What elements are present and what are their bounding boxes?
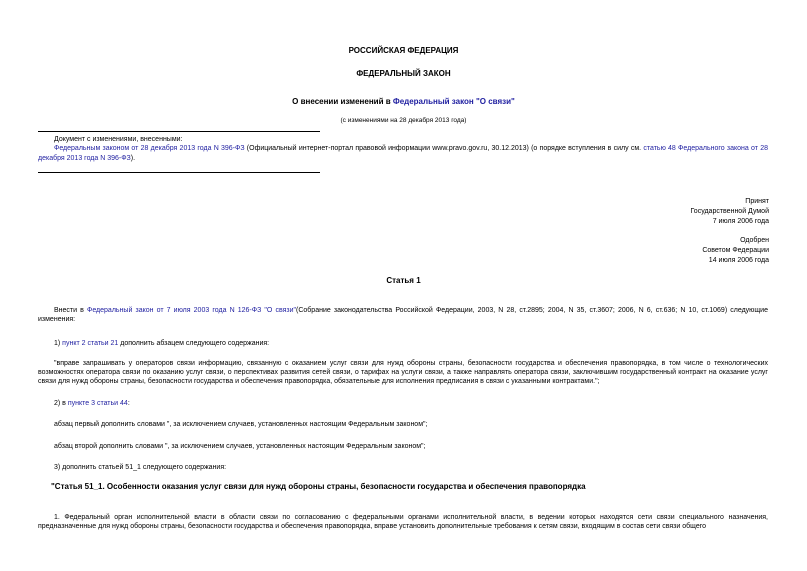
item2-suffix: : — [127, 400, 130, 407]
item1-text: дополнить абзацем следующего содержания: — [118, 340, 270, 347]
article1-intro — [38, 306, 768, 324]
article1-heading: Статья 1 — [386, 276, 421, 285]
item2-paragraph-a: абзац первый дополнить словами ", за исключением случаев, установленных настоящим Федеральным законом"; — [54, 421, 428, 428]
article21-link[interactable]: пункт 2 статьи 21 — [62, 340, 119, 347]
article44-link[interactable]: пункте 3 статьи 44 — [67, 400, 128, 407]
approved-block — [702, 236, 769, 265]
adopted-label: Принят — [745, 198, 769, 205]
approved-date: 14 июля 2006 года — [708, 256, 769, 264]
approved-label: Одобрен — [740, 237, 769, 244]
quote1: "вправе запрашивать у операторов связи информацию, связанную с оказанием услуг связи для нужд обороны страны, безопасности государства и обеспечения правопорядка, в том числе о технологических возможностях оператора связи по оказанию услуг связи, о перспективах развития сетей связи, о тарифах на услуги связи, а также направлять оператора связи, заключившим государственный контракт на оказание услуг связи для нужд обороны страны, безопасности государства и обеспечения правопорядка, обязательные для исполнения предписания в связи с указанными контрактами."; — [38, 360, 768, 386]
article51-point1: 1. Федеральный орган исполнительной власти в области связи по согласованию с федеральными органами исполнительной власти, в ведении которых находятся сети связи специального назначения, предназначенные для нужд обороны страны, безопасности государства и обеспечения правопорядка, вправе установить дополнительные требования к сетям связи, входящим в состав сети связи общего — [38, 514, 768, 531]
item1-num: 1) — [54, 340, 63, 347]
article48-link[interactable]: статью 48 Федерального закона от 28 декабря 2013 года N 396-ФЗ — [38, 145, 768, 162]
adopted-date: 7 июля 2006 года — [712, 217, 769, 225]
law-link-title[interactable]: Федеральный закон "О связи" — [392, 97, 515, 106]
title-prefix: О внесении изменений в — [292, 97, 393, 106]
intro-prefix: Внести в — [54, 307, 87, 314]
changes-box — [38, 135, 768, 163]
adopted-body: Государственной Думой — [690, 207, 769, 215]
edition-note: (с изменениями на 28 декабря 2013 года) — [340, 117, 467, 124]
changes-text2: ). — [130, 154, 136, 162]
changes-intro: Документ с изменениями, внесенными: — [54, 136, 183, 143]
law-126fz-link[interactable]: Федеральный закон от 7 июля 2003 года N 126-ФЗ "О связи" — [87, 307, 297, 314]
changes-top-divider — [38, 131, 320, 132]
changes-text1: (Официальный интернет-портал правовой информации www.pravo.gov.ru, 30.12.2013) (о порядке вступления в силу см. — [244, 145, 644, 153]
changes-list-item — [38, 144, 768, 163]
item2-paragraph-b: абзац второй дополнить словами ", за исключением случаев, установленных настоящим Федеральным законом"; — [54, 443, 426, 450]
intro-text: (Собрание законодательства Российской Федерации, 2003, N 28, ст.2895; 2004, N 35, ст.3607; 2006, N 6, ст.636; N 10, ст.1069) следующие изменения: — [38, 307, 768, 324]
approved-body: Советом Федерации — [702, 246, 769, 254]
item3: 3) дополнить статьей 51_1 следующего содержания: — [54, 464, 227, 471]
article51-heading: "Статья 51_1. Особенности оказания услуг связи для нужд обороны страны, безопасности государства и обеспечения правопорядка — [51, 482, 586, 491]
document-title — [0, 97, 807, 107]
item1 — [38, 339, 768, 348]
adopted-block — [690, 197, 769, 226]
country-heading: РОССИЙСКАЯ ФЕДЕРАЦИЯ — [348, 46, 459, 55]
changes-bottom-divider — [38, 172, 320, 173]
item2-prefix: 2) в — [54, 400, 68, 407]
item2 — [38, 399, 768, 408]
doc-type-heading: ФЕДЕРАЛЬНЫЙ ЗАКОН — [356, 69, 451, 78]
amending-law-link[interactable]: Федеральным законом от 28 декабря 2013 года N 396-ФЗ — [54, 145, 245, 153]
